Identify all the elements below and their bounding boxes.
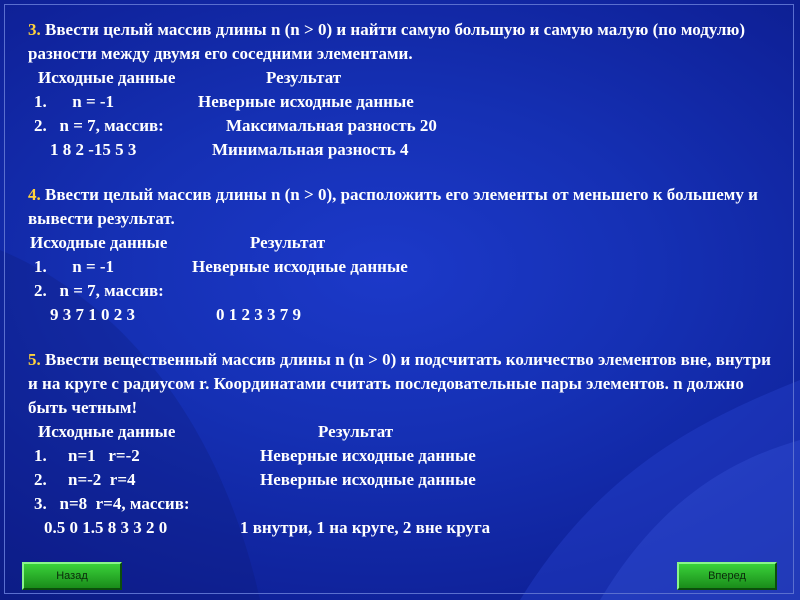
task3-row-2-input: 2. n = 7, массив: xyxy=(34,116,164,135)
task4-row-3-input: 9 3 7 1 0 2 3 xyxy=(50,305,135,324)
task3-row-3-input: 1 8 2 -15 5 3 xyxy=(50,140,137,159)
task4-row-2-input: 2. n = 7, массив: xyxy=(34,281,164,300)
back-button[interactable] xyxy=(22,562,122,590)
slide-content xyxy=(28,18,778,540)
task3-row-1-result: Неверные исходные данные xyxy=(198,92,414,111)
task4-row-2 xyxy=(28,279,778,303)
task5-row-1-input: 1. n=1 r=-2 xyxy=(34,446,140,465)
task3-row-2-result: Максимальная разность 20 xyxy=(226,116,437,135)
task3-row-1-input: 1. n = -1 xyxy=(34,92,115,111)
task4-title: Ввести целый массив длины n (n > 0), расположить его элементы от меньшего к большему и вывести результат. xyxy=(28,185,758,228)
task4-row-1 xyxy=(28,255,778,279)
task3-header-input: Исходные данные xyxy=(38,68,176,87)
task5-row-2-input: 2. n=-2 r=4 xyxy=(34,470,136,489)
task5-row-1-result: Неверные исходные данные xyxy=(260,446,476,465)
task5-row-1 xyxy=(28,444,778,468)
task5-statement xyxy=(28,348,778,420)
task5-header-input: Исходные данные xyxy=(38,422,176,441)
task3-row-3 xyxy=(28,138,778,162)
task5-row-2-result: Неверные исходные данные xyxy=(260,470,476,489)
task3-header-result: Результат xyxy=(266,68,342,87)
task5-row-4-result: 1 внутри, 1 на круге, 2 вне круга xyxy=(240,518,491,537)
task4-header-result: Результат xyxy=(250,233,326,252)
task3-title: Ввести целый массив длины n (n > 0) и найти самую большую и самую малую (по модулю) разности между двумя его соседними элементами. xyxy=(28,20,746,63)
task3-row-1 xyxy=(28,90,778,114)
task4-header-input: Исходные данные xyxy=(30,233,168,252)
task3-statement xyxy=(28,18,778,66)
task3-number: 3. xyxy=(28,20,41,39)
task5-row-4 xyxy=(28,516,778,540)
forward-button-label: Вперед xyxy=(708,570,746,582)
task5-row-3-input: 3. n=8 r=4, массив: xyxy=(34,494,190,513)
task3-row-2 xyxy=(28,114,778,138)
task3-row-3-result: Минимальная разность 4 xyxy=(212,140,409,159)
task4-header-row xyxy=(28,231,778,255)
task5-header-row xyxy=(28,420,778,444)
task4-statement xyxy=(28,183,778,231)
task4-row-3-result: 0 1 2 3 3 7 9 xyxy=(216,305,301,324)
task5-number: 5. xyxy=(28,350,41,369)
back-button-label: Назад xyxy=(56,570,88,582)
task5-header-result: Результат xyxy=(318,422,394,441)
task4-row-1-input: 1. n = -1 xyxy=(34,257,115,276)
task4-number: 4. xyxy=(28,185,41,204)
task3-header-row xyxy=(28,66,778,90)
task5-title: Ввести вещественный массив длины n (n > 0) и подсчитать количество элементов вне, внутри и на круге с радиусом r. Координатами считать последовательные пары элементов. n должно быть четным! xyxy=(28,350,771,417)
task4-row-3 xyxy=(28,303,778,327)
task5-row-4-input: 0.5 0 1.5 8 3 3 2 0 xyxy=(44,518,168,537)
task5-row-2 xyxy=(28,468,778,492)
task5-row-3 xyxy=(28,492,778,516)
task4-row-1-result: Неверные исходные данные xyxy=(192,257,408,276)
forward-button[interactable] xyxy=(677,562,777,590)
